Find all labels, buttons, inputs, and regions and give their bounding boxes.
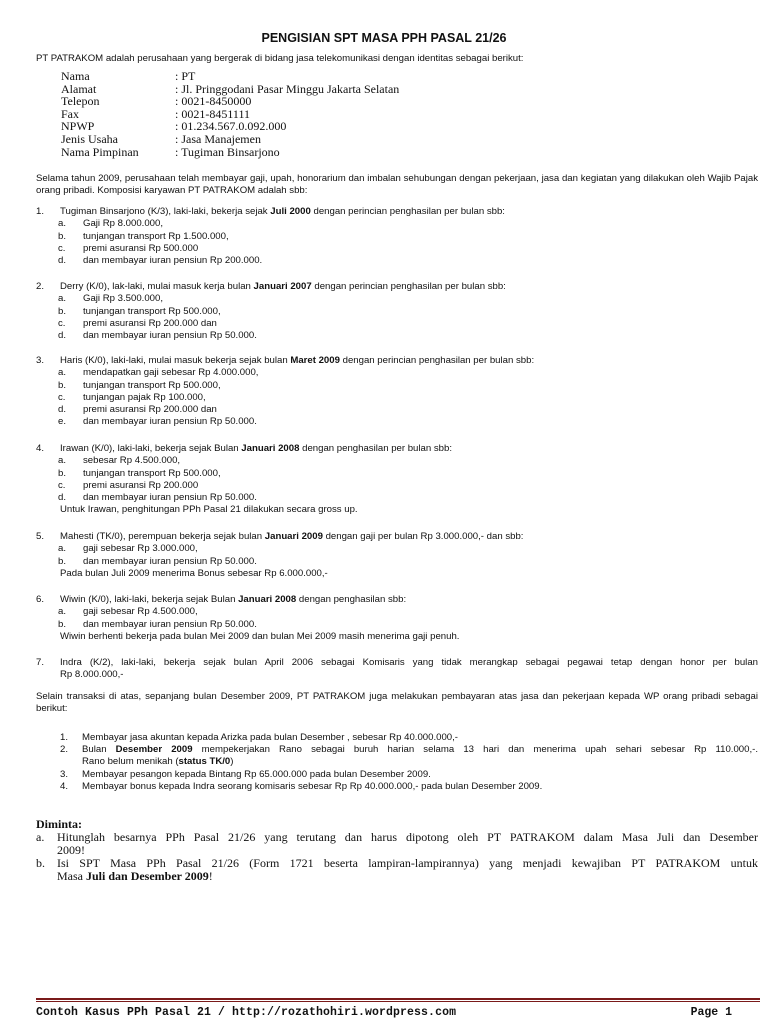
sub-text: dan membayar iuran pensiun Rp 50.000. (83, 618, 257, 630)
sub-letter: a. (58, 218, 67, 230)
identity-value: : Jasa Manajemen (175, 131, 261, 146)
document-title: PENGISIAN SPT MASA PPH PASAL 21/26 (261, 31, 507, 45)
sub-text: dan membayar iuran pensiun Rp 50.000. (83, 555, 257, 567)
employee-item (36, 281, 758, 342)
question-text: Isi SPT Masa PPh Pasal 21/26 (Form 1721 beserta lampiran-lampirannya) yang menjadi kewajiban PT PATRAKOM untuk (57, 856, 758, 870)
item-heading: Mahesti (TK/0), perempuan bekerja sejak bulan Januari 2009 dengan gaji per bulan Rp 3.000.000,- dan sbb: (60, 531, 524, 542)
sub-letter: c. (58, 479, 66, 491)
transaction-text: Membayar pesangon kepada Bintang Rp 65.000.000 pada bulan Desember 2009. (82, 768, 431, 780)
question-text-cont: 2009! (57, 843, 85, 857)
identity-label: Nama (61, 69, 90, 83)
sub-letter: c. (58, 242, 66, 254)
transaction-text: Membayar bonus kepada Indra seorang komisaris sebesar Rp Rp 40.000.000,- pada bulan Desember 2009. (82, 780, 543, 792)
sub-text: Gaji Rp 3.500.000, (83, 293, 164, 305)
sub-text: premi asuransi Rp 200.000 dan (83, 317, 217, 329)
diminta-section (36, 818, 758, 883)
item-number: 4. (60, 780, 69, 792)
sub-text: gaji sebesar Rp 3.000.000, (83, 543, 198, 555)
page-number: Page 1 (690, 1006, 732, 1019)
transaction-list (36, 732, 758, 793)
paragraph-composition: Selama tahun 2009, perusahaan telah membayar gaji, upah, honorarium dan imbalan sehubungan dengan pekerjaan, jasa dan kegiatan yang dilakukan oleh Wajib Pajak orang pribadi. Komposisi karyawan PT PATRAKOM adalah sbb: (36, 173, 758, 197)
sub-text: dan membayar iuran pensiun Rp 50.000. (83, 330, 257, 342)
item-number: 2. (60, 744, 69, 756)
sub-text: premi asuransi Rp 500.000 (83, 242, 199, 254)
sub-letter: b. (58, 618, 67, 630)
identity-value: : 01.234.567.0.092.000 (175, 119, 287, 134)
transaction-text: Membayar jasa akuntan kepada Arizka pada bulan Desember , sebesar Rp 40.000.000,- (82, 732, 458, 743)
question-letter: a. (36, 830, 45, 844)
sub-letter: e. (58, 416, 67, 428)
transaction-text-cont: Rano belum menikah (status TK/0) (82, 756, 234, 768)
sub-letter: b. (58, 467, 67, 479)
employee-item (36, 594, 758, 643)
sub-letter: d. (58, 255, 67, 267)
sub-text: tunjangan transport Rp 500.000, (83, 305, 221, 317)
item-number: 5. (36, 531, 45, 542)
sub-text: tunjangan transport Rp 500.000, (83, 379, 221, 391)
identity-value: : Tugiman Binsarjono (175, 144, 280, 159)
identity-label: Jenis Usaha (61, 131, 118, 146)
item-number: 6. (36, 594, 45, 605)
identity-label: Fax (61, 106, 79, 121)
employee-item (36, 355, 758, 429)
employee-item (36, 443, 758, 517)
sub-letter: a. (58, 606, 67, 618)
paragraph-transactions: Selain transaksi di atas, sepanjang bulan Desember 2009, PT PATRAKOM juga melakukan pembayaran atas jasa dan pekerjaan kepada WP orang pribadi sebagai berikut: (36, 691, 758, 715)
item-note: Untuk Irawan, penghitungan PPh Pasal 21 dilakukan secara gross up. (60, 504, 358, 516)
sub-text: Gaji Rp 8.000.000, (83, 218, 164, 230)
sub-letter: a. (58, 455, 67, 467)
item-number: 1. (36, 206, 45, 217)
identity-value: : 0021-8450000 (175, 94, 252, 109)
identity-label: Nama Pimpinan (61, 144, 139, 159)
item-heading: Irawan (K/0), laki-laki, bekerja sejak Bulan Januari 2008 dengan penghasilan per bulan sbb: (60, 443, 452, 454)
sub-letter: b. (58, 555, 67, 567)
identity-value: : Jl. Pringgodani Pasar Minggu Jakarta Selatan (175, 81, 400, 96)
sub-text: mendapatkan gaji sebesar Rp 4.000.000, (83, 367, 259, 379)
employee-item (36, 657, 758, 682)
sub-text: dan membayar iuran pensiun Rp 50.000. (83, 492, 257, 504)
sub-letter: b. (58, 305, 67, 317)
item-number: 3. (36, 355, 45, 366)
item-note: Wiwin berhenti bekerja pada bulan Mei 2009 dan bulan Mei 2009 masih menerima gaji penuh. (60, 630, 460, 642)
sub-text: premi asuransi Rp 200.000 dan (83, 404, 217, 416)
item-heading: Haris (K/0), laki-laki, mulai masuk bekerja sejak bulan Maret 2009 dengan perincian penghasilan per bulan sbb: (60, 355, 535, 366)
identity-label: Telepon (61, 94, 100, 109)
footer-divider (36, 1001, 760, 1002)
item-heading: Wiwin (K/0), laki-laki, bekerja sejak Bulan Januari 2008 dengan penghasilan sbb: (60, 594, 407, 605)
item-heading: Tugiman Binsarjono (K/3), laki-laki, bekerja sejak Juli 2000 dengan perincian penghasilan per bulan sbb: (60, 206, 505, 217)
item-heading: Derry (K/0), lak-laki, mulai masuk kerja bulan Januari 2007 dengan perincian penghasilan per bulan sbb: (60, 281, 506, 292)
identity-value: : PT (175, 69, 196, 83)
question-letter: b. (36, 856, 45, 870)
sub-text: dan membayar iuran pensiun Rp 50.000. (83, 416, 257, 428)
item-note: Pada bulan Juli 2009 menerima Bonus sebesar Rp 6.000.000,- (60, 567, 328, 579)
footer-divider (36, 998, 760, 1000)
sub-letter: b. (58, 379, 67, 391)
item-number: 7. (36, 657, 45, 668)
identity-label: Alamat (61, 81, 97, 96)
item-number: 2. (36, 281, 45, 292)
employee-item (36, 531, 758, 580)
employee-item (36, 206, 758, 267)
sub-text: sebesar Rp 4.500.000, (83, 455, 181, 467)
question-text: Hitunglah besarnya PPh Pasal 21/26 yang terutang dan harus dipotong oleh PT PATRAKOM dalam Masa Juli dan Desember (57, 830, 758, 844)
identity-label: NPWP (61, 119, 95, 134)
sub-letter: a. (58, 543, 67, 555)
sub-text: premi asuransi Rp 200.000 (83, 479, 199, 491)
sub-text: tunjangan transport Rp 1.500.000, (83, 230, 229, 242)
sub-letter: c. (58, 391, 66, 403)
sub-text: tunjangan transport Rp 500.000, (83, 467, 221, 479)
identity-value: : 0021-8451111 (175, 106, 250, 121)
item-number: 1. (60, 732, 69, 743)
sub-text: tunjangan pajak Rp 100.000, (83, 391, 206, 403)
item-heading-cont: Rp 8.000.000,- (60, 669, 124, 681)
identity-table (61, 70, 399, 158)
item-heading: Indra (K/2), laki-laki, bekerja sejak bulan April 2006 sebagai Komisaris yang tidak merangkap sebagai pegawai tetap dengan honor per bulan (60, 657, 758, 668)
sub-letter: a. (58, 293, 67, 305)
sub-letter: d. (58, 492, 67, 504)
item-number: 3. (60, 768, 69, 780)
transaction-text: Bulan Desember 2009 mempekerjakan Rano sebagai buruh harian selama 13 hari dan menerima upah sehari sebesar Rp 110.000,-. (82, 744, 759, 756)
sub-letter: d. (58, 330, 67, 342)
sub-letter: c. (58, 317, 66, 329)
intro-text: PT PATRAKOM adalah perusahaan yang bergerak di bidang jasa telekomunikasi dengan identitas sebagai berikut: (36, 53, 524, 64)
sub-text: dan membayar iuran pensiun Rp 200.000. (83, 255, 263, 267)
question-text-cont: Masa Juli dan Desember 2009! (57, 869, 213, 883)
sub-text: gaji sebesar Rp 4.500.000, (83, 606, 198, 618)
diminta-heading: Diminta: (36, 817, 82, 831)
item-number: 4. (36, 443, 45, 454)
sub-letter: a. (58, 367, 67, 379)
identity-row (61, 146, 399, 159)
sub-letter: b. (58, 230, 67, 242)
footer-source: Contoh Kasus PPh Pasal 21 / http://rozathohiri.wordpress.com (36, 1006, 457, 1019)
sub-letter: d. (58, 404, 67, 416)
